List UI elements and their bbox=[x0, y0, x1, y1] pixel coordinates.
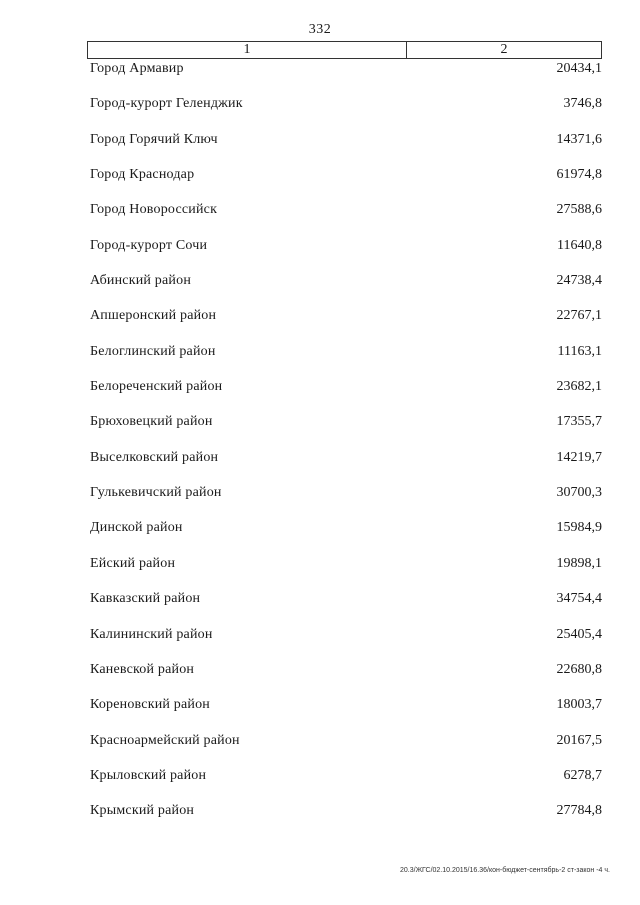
page-number: 332 bbox=[308, 22, 332, 37]
row-value: 18003,7 bbox=[556, 697, 602, 713]
header-cell-col2: 2 bbox=[500, 42, 508, 57]
table-row bbox=[90, 413, 602, 448]
table-row bbox=[90, 661, 602, 696]
table-row bbox=[90, 307, 602, 342]
table-row bbox=[90, 378, 602, 413]
header-cell-col1: 1 bbox=[88, 42, 407, 58]
table-row bbox=[90, 166, 602, 201]
table-row bbox=[90, 131, 602, 166]
row-name: Ейский район bbox=[90, 555, 176, 571]
table-row bbox=[90, 590, 602, 625]
row-name: Город Армавир bbox=[90, 61, 184, 76]
row-value: 20167,5 bbox=[556, 732, 602, 748]
row-value: 61974,8 bbox=[556, 167, 602, 183]
row-name: Город Новороссийск bbox=[90, 202, 218, 218]
table-body bbox=[90, 60, 602, 838]
row-value: 34754,4 bbox=[556, 591, 602, 607]
row-value: 11640,8 bbox=[557, 237, 602, 253]
row-name: Белоглинский район bbox=[90, 343, 216, 359]
row-value: 3746,8 bbox=[563, 96, 602, 112]
row-value: 27588,6 bbox=[556, 202, 602, 218]
table-row bbox=[90, 555, 602, 590]
row-value: 27784,8 bbox=[556, 803, 602, 819]
row-value: 30700,3 bbox=[556, 485, 602, 501]
row-value: 19898,1 bbox=[556, 555, 602, 571]
row-name: Выселковский район bbox=[90, 449, 219, 465]
row-name: Гулькевичский район bbox=[90, 485, 222, 501]
row-value: 20434,1 bbox=[556, 61, 602, 76]
table-row bbox=[90, 201, 602, 236]
row-name: Апшеронский район bbox=[90, 308, 217, 324]
table-header bbox=[87, 41, 602, 59]
table-row bbox=[90, 484, 602, 519]
row-value: 14219,7 bbox=[556, 449, 602, 465]
table-row bbox=[90, 237, 602, 272]
document-code: 20.3/ЖГС/02.10.2015/16.36/кон-бюджет-сентябрь-2 ст-закон -4 ч. bbox=[400, 867, 610, 874]
row-name: Город-курорт Геленджик bbox=[90, 96, 243, 112]
row-value: 24738,4 bbox=[556, 273, 602, 289]
table-row bbox=[90, 696, 602, 731]
row-name: Абинский район bbox=[90, 273, 192, 289]
row-value: 22680,8 bbox=[556, 661, 602, 677]
row-name: Город Горячий Ключ bbox=[90, 131, 218, 147]
row-name: Город Краснодар bbox=[90, 167, 195, 183]
table-row bbox=[90, 272, 602, 307]
row-name: Брюховецкий район bbox=[90, 414, 213, 430]
row-name: Город-курорт Сочи bbox=[90, 237, 208, 253]
table-row bbox=[90, 449, 602, 484]
row-name: Белореченский район bbox=[90, 379, 223, 395]
row-value: 22767,1 bbox=[556, 308, 602, 324]
row-value: 11163,1 bbox=[557, 343, 602, 359]
row-value: 6278,7 bbox=[563, 767, 602, 783]
table-row bbox=[90, 60, 602, 95]
row-name: Крымский район bbox=[90, 803, 195, 819]
row-value: 15984,9 bbox=[556, 520, 602, 536]
row-name: Крыловский район bbox=[90, 767, 207, 783]
row-name: Красноармейский район bbox=[90, 732, 240, 748]
row-name: Каневской район bbox=[90, 661, 195, 677]
table-row bbox=[90, 343, 602, 378]
table-row bbox=[90, 732, 602, 767]
row-name: Кореновский район bbox=[90, 697, 210, 713]
table-row bbox=[90, 767, 602, 802]
row-name: Динской район bbox=[90, 520, 183, 536]
row-value: 14371,6 bbox=[556, 131, 602, 147]
table-row bbox=[90, 519, 602, 554]
table-row bbox=[90, 802, 602, 837]
row-name: Калининский район bbox=[90, 626, 213, 642]
row-name: Кавказский район bbox=[90, 591, 201, 607]
row-value: 25405,4 bbox=[556, 626, 602, 642]
table-row bbox=[90, 626, 602, 661]
table-row bbox=[90, 95, 602, 130]
row-value: 23682,1 bbox=[556, 379, 602, 395]
row-value: 17355,7 bbox=[556, 414, 602, 430]
